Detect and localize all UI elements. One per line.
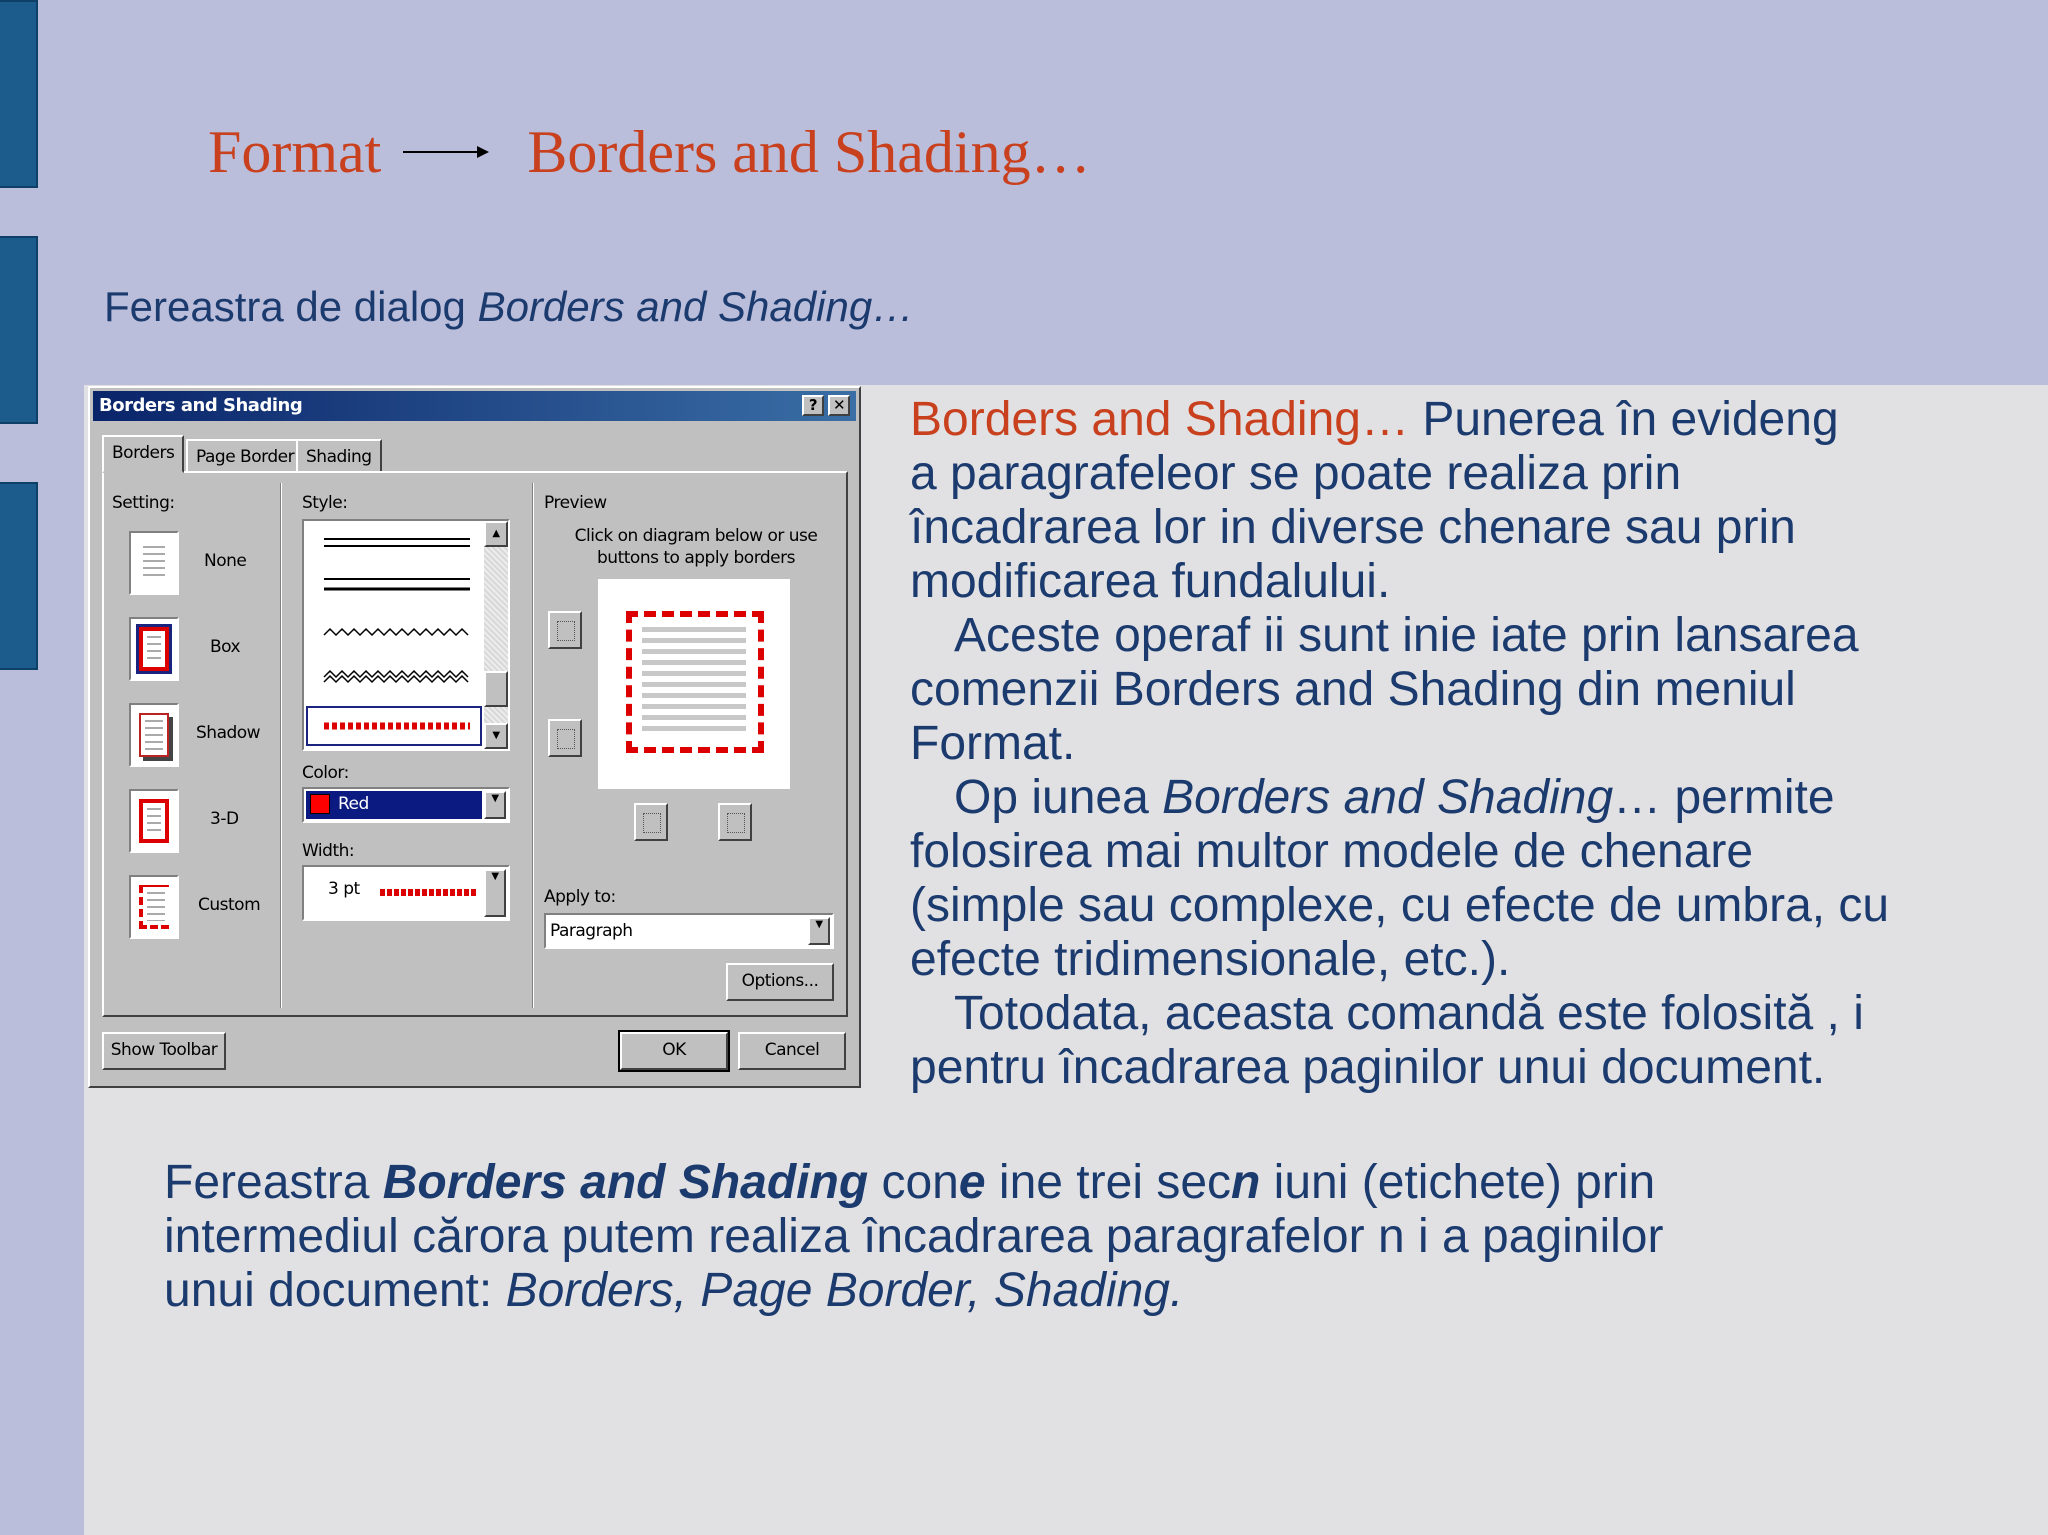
apply-to-label: Apply to: [544,887,616,907]
tab-page-border[interactable]: Page Border [186,439,304,473]
left-border-button[interactable] [634,803,668,841]
text-line: Aceste operaf ii sunt inie iate prin lansarea [954,609,1859,662]
side-block [0,0,38,188]
arrow-icon [403,142,489,162]
width-label: Width: [302,841,355,861]
cancel-button[interactable]: Cancel [738,1032,846,1070]
text-line: pentru încadrarea paginilor unui document. [910,1041,1826,1094]
preview-diagram[interactable] [598,579,790,789]
preview-text-lines [642,627,746,737]
setting-box-label: Box [210,637,241,657]
color-label: Color: [302,763,349,783]
color-dropdown[interactable] [302,787,510,823]
color-swatch [310,794,330,814]
tab-shading[interactable]: Shading [296,439,382,473]
setting-shadow-label: Shadow [196,723,261,743]
setting-label: Setting: [112,493,175,513]
text-line: Borders and Shading… Punerea în evideng [910,393,1839,446]
text-line: a paragrafeleor se poate realiza prin [910,447,1682,500]
ok-button[interactable]: OK [620,1032,728,1070]
options-button[interactable]: Options... [726,963,834,1001]
text-line: Fereastra Borders and Shading cone ine trei secn iuni (etichete) prin [164,1156,1656,1209]
width-value: 3 pt [328,879,360,899]
preview-label: Preview [544,493,607,513]
description-paragraph [910,393,2030,1095]
right-border-button[interactable] [718,803,752,841]
text-line: Op iunea Borders and Shading… permite [954,771,1835,824]
bottom-border-button[interactable] [548,719,582,757]
setting-custom-icon[interactable] [129,875,179,939]
slide-title [208,112,1091,192]
text-line: (simple sau complexe, cu efecte de umbra, cu [910,879,1890,932]
apply-dropdown-arrow-icon[interactable]: ▼ [808,917,830,945]
apply-to-dropdown[interactable] [544,913,834,949]
color-dropdown-arrow-icon[interactable]: ▼ [484,791,506,819]
text-line: încadrarea lor in diverse chenare sau prin [910,501,1796,554]
apply-to-value: Paragraph [550,921,633,941]
setting-none-icon[interactable] [129,531,179,595]
scroll-down-icon[interactable]: ▼ [484,723,508,749]
text-line: Totodata, aceasta comandă este folosită , i [954,987,1864,1040]
text-line: comenzii Borders and Shading din meniul [910,663,1796,716]
side-block [0,482,38,670]
title-borders-shading: Borders and Shading… [527,118,1091,185]
width-dropdown-arrow-icon[interactable]: ▼ [484,869,506,917]
borders-panel [102,471,848,1017]
setting-3d-icon[interactable] [129,789,179,853]
text-line: folosirea mai multor modele de chenare [910,825,1754,878]
style-listbox[interactable] [302,519,510,751]
show-toolbar-button[interactable]: Show Toolbar [102,1032,226,1070]
scroll-thumb[interactable] [484,671,508,707]
text-line: efecte tridimensionale, etc.). [910,933,1511,986]
setting-custom-label: Custom [198,895,261,915]
title-format: Format [208,118,382,185]
slide-subtitle: Fereastra de dialog Borders and Shading… [104,283,915,330]
bottom-paragraph [164,1156,2024,1318]
separator [280,483,282,1008]
text-line: unui document: Borders, Page Border, Shading. [164,1264,1184,1317]
width-dropdown[interactable] [302,865,510,921]
text-line: intermediul cărora putem realiza încadrarea paragrafelor n i a paginilor [164,1210,1664,1263]
text-line: Format. [910,717,1076,770]
setting-box-icon[interactable] [129,617,179,681]
setting-none-label: None [204,551,247,571]
close-button[interactable]: ✕ [828,395,850,416]
setting-shadow-icon[interactable] [129,703,179,767]
color-selection [306,791,482,819]
help-button[interactable]: ? [802,395,824,416]
separator [532,483,534,1008]
setting-3d-label: 3-D [210,809,239,829]
style-label: Style: [302,493,348,513]
width-line-sample [380,889,478,896]
borders-shading-dialog [88,386,861,1088]
preview-hint: Click on diagram below or use buttons to apply borders [574,526,818,568]
color-value: Red [338,794,369,814]
dialog-titlebar [93,391,856,421]
tab-borders[interactable]: Borders [102,435,184,473]
style-scrollbar[interactable] [484,521,508,749]
side-block [0,236,38,424]
top-border-button[interactable] [548,611,582,649]
line-styles [304,521,484,749]
text-line: modificarea fundalului. [910,555,1391,608]
dialog-title: Borders and Shading [99,395,303,416]
left-band [0,0,84,1535]
scroll-up-icon[interactable]: ▲ [484,521,508,547]
